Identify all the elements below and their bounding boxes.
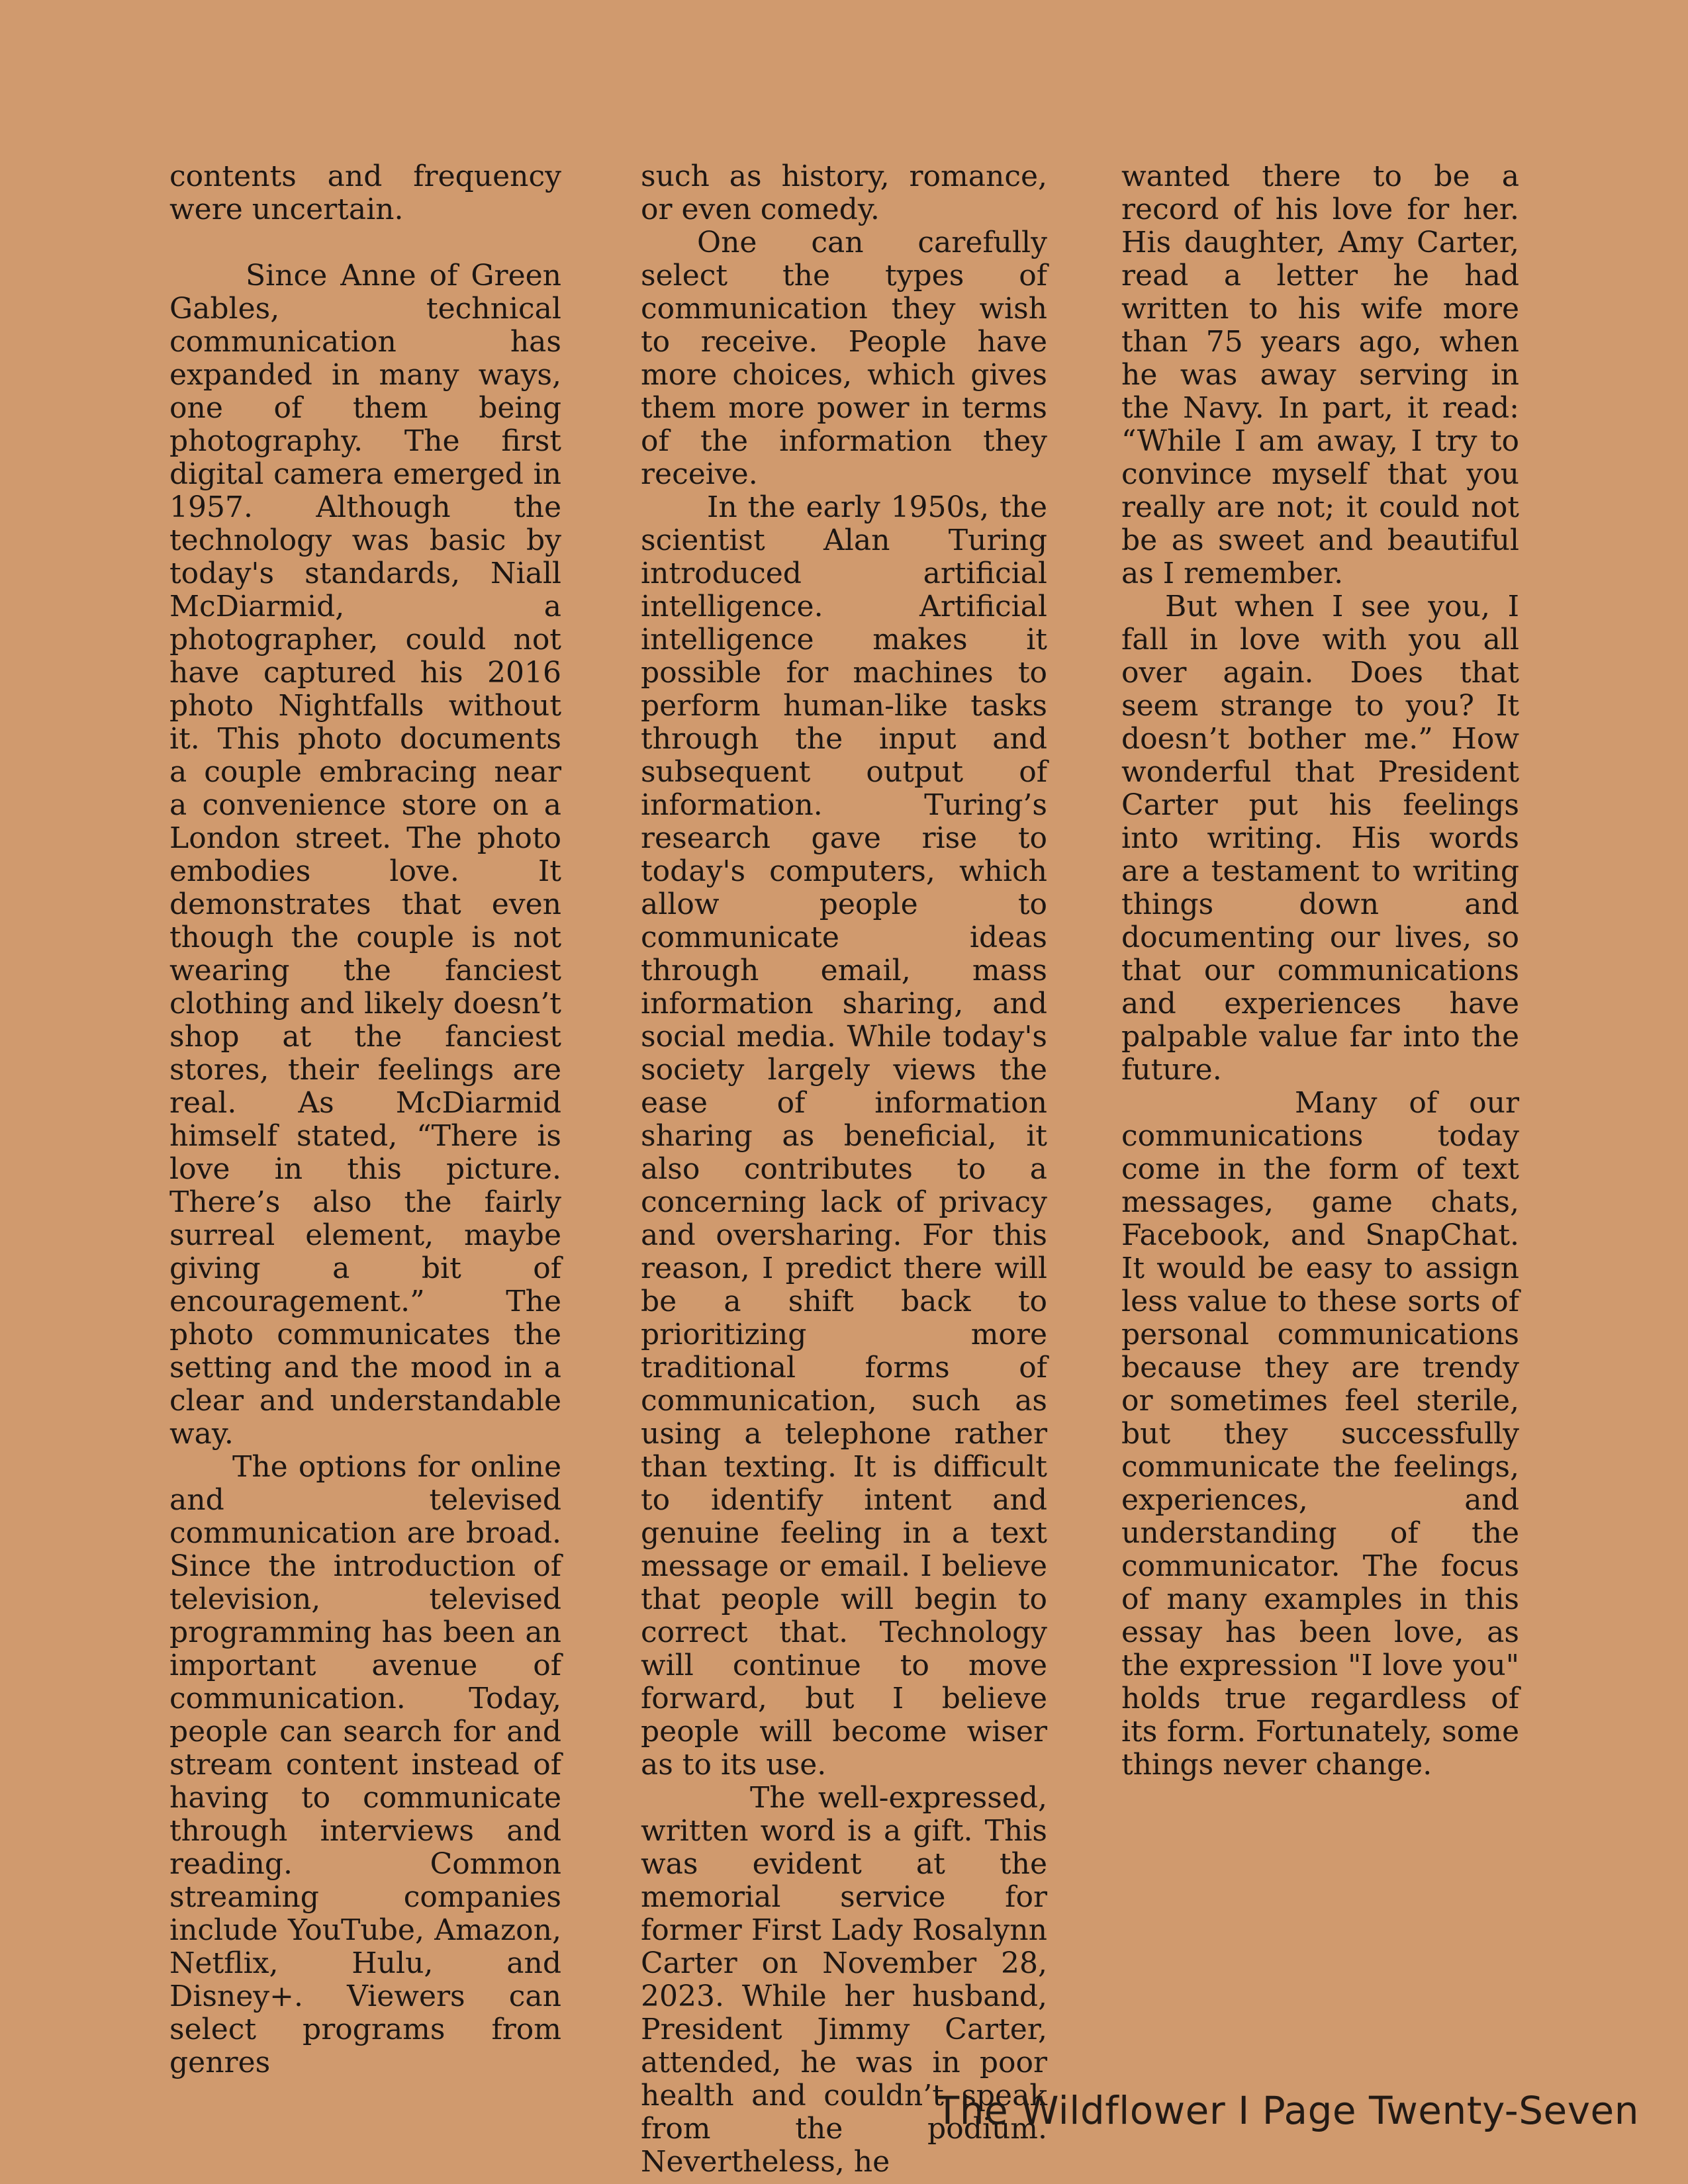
paragraph: In the early 1950s, the scientist Alan Turing introduced artificial intelligence. Artificial intelligence makes it possible for machines to perform human-like tasks through the input and subsequent output of information. Turing’s research gave rise to today's computers, which allow people to communicate ideas through email, mass information sharing, and social media. While today's society largely views the ease of information sharing as beneficial, it also contributes to a concerning lack of privacy and oversharing. For this reason, I predict there will be a shift back to prioritizing more traditional forms of communication, such as using a telephone rather than texting. It is difficult to identify intent and genuine feeling in a text message or email. I believe that people will begin to correct that. Technology will continue to move forward, but I believe people will become wiser as to its use. <box>641 490 1047 1782</box>
text-column-3 <box>1121 160 1519 1782</box>
text-column-2 <box>641 160 1047 2179</box>
paragraph: The well-expressed, written word is a gift. This was evident at the memorial service for former First Lady Rosalynn Carter on November 28, 2023. While her husband, President Jimmy Carter, attended, he was in poor health and couldn’t speak from the podium. Nevertheless, he <box>641 1781 1047 2179</box>
paragraph: The options for online and televised communication are broad. Since the introduction of television, televised programming has been an important avenue of communication. Today, people can search for and stream content instead of having to communicate through interviews and reading. Common streaming companies include YouTube, Amazon, Netflix, Hulu, and Disney+. Viewers can select programs from genres <box>169 1450 561 2079</box>
paragraph: But when I see you, I fall in love with you all over again. Does that seem strange to you? It doesn’t bother me.” How wonderful that President Carter put his feelings into writing. His words are a testament to writing things down and documenting our lives, so that our communications and experiences have palpable value far into the future. <box>1121 590 1519 1087</box>
text-column-1 <box>169 160 561 2079</box>
paragraph: One can carefully select the types of communication they wish to receive. People have more choices, which gives them more power in terms of the information they receive. <box>641 226 1047 491</box>
paragraph: Many of our communications today come in the form of text messages, game chats, Facebook, and SnapChat. It would be easy to assign less value to these sorts of personal communications because they are trendy or sometimes feel sterile, but they successfully communicate the feelings, experiences, and understanding of the communicator. The focus of many examples in this essay has been love, as the expression "I love you" holds true regardless of its form. Fortunately, some things never change. <box>1121 1086 1519 1782</box>
paragraph: contents and frequency were uncertain. <box>169 159 561 226</box>
page-footer: The Wildflower I Page Twenty-Seven <box>935 2088 1639 2133</box>
paragraph: wanted there to be a record of his love for her. His daughter, Amy Carter, read a letter he had written to his wife more than 75 years ago, when he was away serving in the Navy. In part, it read: “While I am away, I try to convince myself that you really are not; it could not be as sweet and beautiful as I remember. <box>1121 159 1519 590</box>
paragraph: such as history, romance, or even comedy. <box>641 159 1047 226</box>
paragraph: Since Anne of Green Gables, technical communication has expanded in many ways, one of them being photography. The first digital camera emerged in 1957. Although the technology was basic by today's standards, Niall McDiarmid, a photographer, could not have captured his 2016 photo Nightfalls without it. This photo documents a couple embracing near a convenience store on a London street. The photo embodies love. It demonstrates that even though the couple is not wearing the fanciest clothing and likely doesn’t shop at the fanciest stores, their feelings are real. As McDiarmid himself stated, “There is love in this picture. There’s also the fairly surreal element, maybe giving a bit of encouragement.” The photo communicates the setting and the mood in a clear and understandable way. <box>169 259 561 1451</box>
